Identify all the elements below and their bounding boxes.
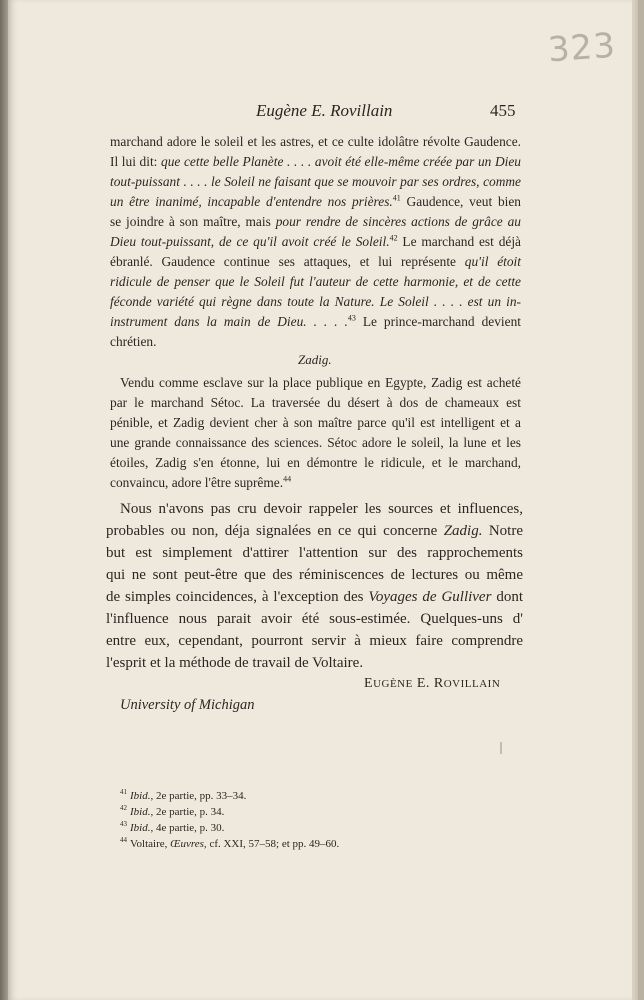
para1-line-1: marchand adore le soleil et les astres, et ce culte idolâtre révolte Gaudence. (110, 134, 521, 149)
para2-line-3: pénible, et Zadig devient cher à son maître parce qu'il est intelligent et a (110, 415, 521, 430)
quote-run: un être inanimé, incapable d'entendre nos prières. (110, 194, 393, 209)
footnote-mark: 41 (120, 788, 127, 797)
para3-line-2 (106, 520, 523, 542)
text-run: se joindre à son maître, mais (110, 214, 271, 229)
title-run: Zadig. (443, 523, 483, 539)
footnote-ref: 42 (389, 233, 398, 243)
footnote-ital: Ibid., (130, 806, 154, 818)
sig-part: OVILLAIN (443, 678, 501, 690)
para1-line-2 (110, 152, 521, 172)
handwritten-page-note: 323 (546, 25, 618, 71)
text-run: Gaudence, veut bien (400, 194, 522, 209)
para2-line-4: une grande connaissance des sciences. Sétoc adore le soleil, la lune et les (110, 435, 521, 450)
footnote-text: 2e partie, p. 34. (153, 806, 225, 818)
para3-line-1: Nous n'avons pas cru devoir rappeler les sources et influences, (120, 501, 523, 517)
title-run: Voyages de Gulliver (368, 589, 492, 605)
quote-run: ridicule de penser que le Soleil fut l'auteur de cette harmonie, et de cette (110, 274, 521, 289)
text-run: ébranlé. Gaudence continue ses attaques, et lui représente (110, 254, 456, 269)
quote-run: tout-puissant . . . . le Soleil ne faisant que se mouvoir par ses ordres, comme (110, 174, 521, 189)
footnote-text: cf. XXI, 57–58; et pp. 49–60. (206, 838, 340, 850)
footnote-42 (120, 805, 224, 819)
text-run: convaincu, adore l'être suprême. (110, 475, 284, 490)
para2-line-6 (110, 473, 521, 493)
para2-line-2: par le marchand Sétoc. La traversée du désert à dos de chameaux est (110, 395, 521, 410)
binding-gutter (0, 0, 8, 1000)
text-run: de simples coincidences, à l'exception des (106, 589, 364, 605)
footnote-ital: Ibid., (130, 790, 154, 802)
footnote-ital: Ibid., (130, 822, 154, 834)
sig-part: E (364, 676, 374, 691)
sig-part: UGÈNE (373, 678, 413, 690)
quote-run: qu'il étoit (464, 254, 521, 269)
para3-line-5 (106, 586, 523, 608)
para1-line-8 (110, 272, 521, 292)
quote-run: féconde variété qui règne dans toute la Nature. Le Soleil . . . . est un in- (110, 294, 521, 309)
para1-line-3 (110, 172, 521, 192)
footnote-ref: 41 (392, 193, 401, 203)
running-title: Eugène E. Rovillain (256, 101, 393, 120)
footnote-mark: 44 (120, 836, 127, 845)
page-edge (632, 0, 638, 1000)
footnote-mark: 43 (120, 820, 127, 829)
text-run: probables ou non, déja signalées en ce qui concerne (106, 523, 438, 539)
sig-part: E. R (412, 676, 444, 691)
footnote-mark: 42 (120, 804, 127, 813)
para1-line-7 (110, 252, 521, 272)
para1-line-5 (110, 212, 521, 232)
para2-line-5: étoiles, Zadig s'en étonne, lui en démontre le ridicule, et le marchand, (110, 455, 521, 470)
text-run: dont (491, 589, 523, 605)
quote-run: Dieu tout-puissant, de ce qu'il avoit créé le Soleil. (110, 234, 390, 249)
para1-line-9 (110, 292, 521, 312)
page-number: 455 (490, 101, 516, 120)
footnote-ref: 44 (283, 474, 292, 484)
footnote-41 (120, 789, 246, 803)
quote-run: pour rendre de sincères actions de grâce au (275, 214, 521, 229)
para2-line-1: Vendu comme esclave sur la place publique en Egypte, Zadig est acheté (120, 375, 521, 390)
text-run: Notre (482, 523, 523, 539)
page-mark (500, 742, 502, 754)
para1-line-11: chrétien. (110, 334, 157, 349)
footnote-43 (120, 821, 224, 835)
section-heading-zadig: Zadig. (298, 352, 332, 367)
para3-line-7: entre eux, cependant, pourront servir à mieux faire comprendre (106, 633, 523, 649)
para1-line-4 (110, 192, 521, 212)
footnote-text: 4e partie, p. 30. (153, 822, 225, 834)
para3-line-6: l'influence nous parait avoir été sous-estimée. Quelques-uns d' (106, 611, 523, 627)
author-affiliation: University of Michigan (120, 697, 255, 713)
footnote-44 (120, 837, 339, 851)
footnote-ital: Œuvres, (170, 838, 207, 850)
author-signature (364, 676, 500, 692)
quote-run: instrument dans la main de Dieu. . . . . (110, 314, 348, 329)
text-run: Il lui dit: (110, 154, 158, 169)
text-run: Le marchand est déjà (397, 234, 522, 249)
para3-line-3: but est simplement d'attirer l'attention sur des rapprochements (106, 545, 523, 561)
text-run: Le prince-marchand devient (355, 314, 521, 329)
quote-run: que cette belle Planète . . . . avoit été elle-même créée par un Dieu (161, 154, 521, 169)
para1-line-6 (110, 232, 521, 252)
para1-line-10 (110, 312, 521, 332)
footnote-ref: 43 (347, 313, 356, 323)
footnote-text: 2e partie, pp. 33–34. (153, 790, 247, 802)
para3-line-8: l'esprit et la méthode de travail de Voltaire. (106, 655, 364, 671)
footnote-text: Voltaire, (130, 838, 171, 850)
para3-line-4: qui ne sont peut-être que des réminiscences de lectures ou même (106, 567, 523, 583)
